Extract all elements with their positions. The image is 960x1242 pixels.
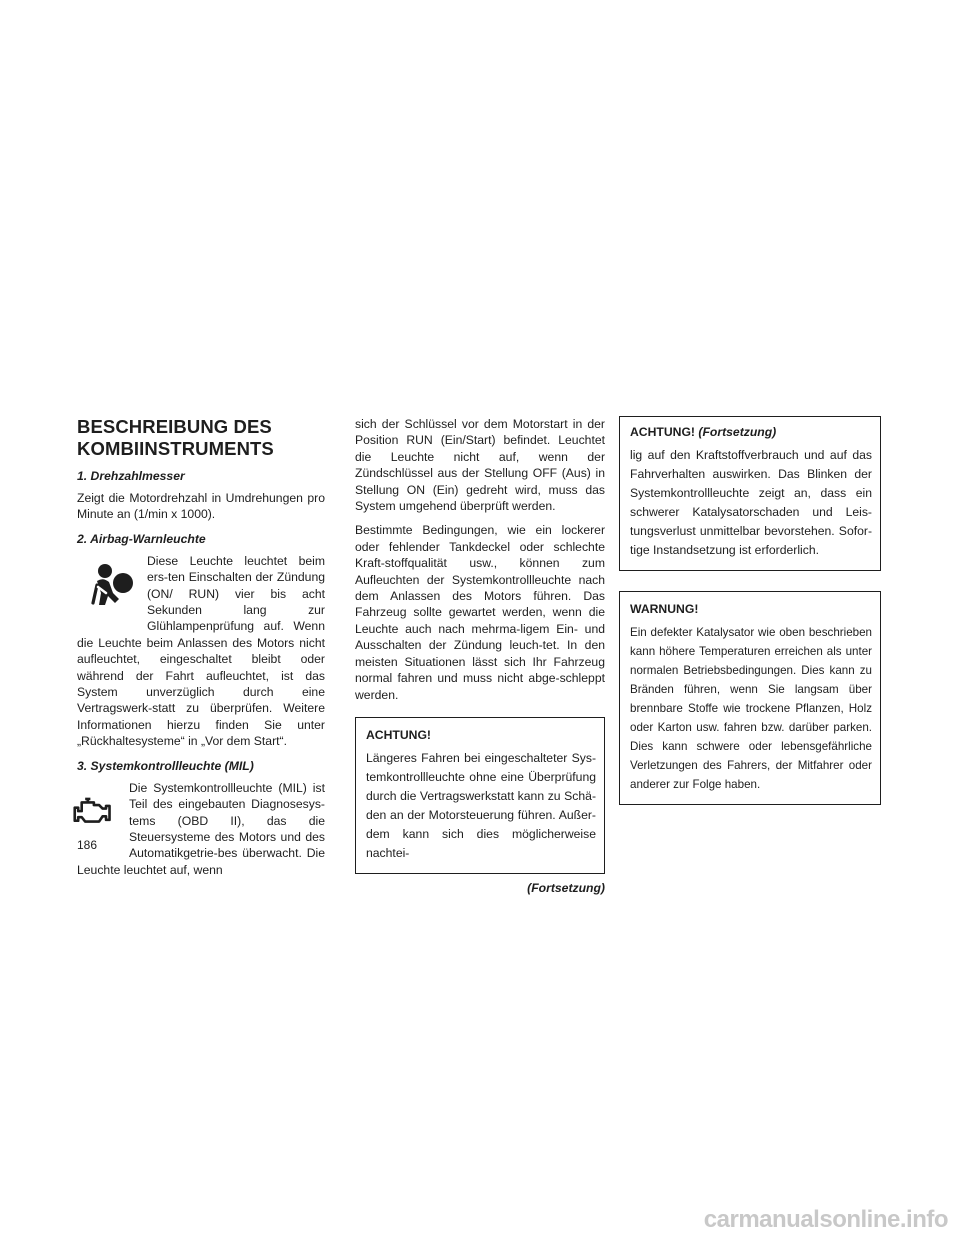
airbag-warning-icon bbox=[77, 555, 139, 619]
caution-continued-label: (Fortsetzung) bbox=[698, 425, 777, 439]
caution-text-continued: lig auf den Kraftstoffverbrauch und auf das Fahrverhalten auswirken. Das Blinken der Systemkontrollleuchte zeigt an, dass ein schwerer Katalysatorschaden und Leis-tungsverlust unmittelbar bevorstehen. Sofor-tige Instandsetzung ist erforderlich. bbox=[630, 448, 872, 557]
column-right bbox=[619, 416, 881, 805]
subheading-mil: 3. Systemkontrollleuchte (MIL) bbox=[77, 758, 254, 773]
engine-icon bbox=[73, 782, 113, 842]
caution-box bbox=[355, 717, 605, 874]
caution-title-text: ACHTUNG! bbox=[630, 425, 695, 439]
continued-label: (Fortsetzung) bbox=[527, 880, 605, 895]
column-middle bbox=[355, 416, 605, 896]
watermark: carmanualsonline.info bbox=[703, 1206, 948, 1233]
caution-title: ACHTUNG! bbox=[366, 727, 431, 742]
subheading-airbag: 2. Airbag-Warnleuchte bbox=[77, 531, 206, 546]
caution-box-continued bbox=[619, 416, 881, 571]
warning-box bbox=[619, 591, 881, 805]
airbag-text: Diese Leuchte leuchtet beim ers-ten Einschalten der Zündung (ON/ RUN) vier bis acht Sekunden lang zur Glühlampenprüfung auf. Wenn die Leuchte beim Anlassen des Motors nicht aufleuchtet, eingeschaltet bleibt oder während der Fahrt aufleuchtet, ist das System unverzüglich durch eine Vertragswerk-statt zu überprüfen. Weitere Informationen hierzu finden Sie unter „Rückhaltesysteme“ in „Vor dem Start“. bbox=[77, 553, 325, 749]
section-heading bbox=[77, 416, 325, 460]
warning-text: Ein defekter Katalysator wie oben beschrieben kann höhere Temperaturen erreichen als unter normalen Betriebsbedingungen. Dies kann zu Bränden führen, wenn Sie langsam über brennbare Stoffe wie trockene Pflanzen, Holz oder Karton usw. fahren bzw. darüber parken. Dies kann schwere oder lebensgefährliche Verletzungen des Fahrers, der Mitfahrer oder anderer zur Folge haben. bbox=[630, 626, 872, 791]
airbag-icon bbox=[83, 555, 139, 615]
caution-title-continued bbox=[630, 423, 872, 442]
heading-line-1: BESCHREIBUNG DES bbox=[77, 416, 272, 437]
tachometer-text: Zeigt die Motordrehzahl in Umdrehungen pro Minute an (1/min x 1000). bbox=[77, 491, 325, 522]
warning-title: WARNUNG! bbox=[630, 602, 699, 616]
heading-line-2: KOMBIINSTRUMENTS bbox=[77, 438, 274, 459]
mil-text: Die Systemkontrollleuchte (MIL) ist Teil des eingebauten Diagnosesys-tems (OBD II), das die Steuersysteme des Motors und des Automatikgetrie-bes überwacht. Die Leuchte leuchtet auf, wenn bbox=[77, 780, 325, 877]
page-number: 186 bbox=[77, 838, 98, 852]
mil-text-continued: sich der Schlüssel vor dem Motorstart in der Position RUN (Ein/Start) befindet. Leuchtet die Leuchte nicht auf, wenn der Zündschlüssel aus der Stellung OFF (Aus) in Stellung ON (Ein) gedreht wird, muss das System umgehend überprüft werden. bbox=[355, 417, 605, 514]
caution-text: Längeres Fahren bei eingeschalteter Sys-temkontrollleuchte ohne eine Überprüfung durch die Vertragswerkstatt kann zu Schä-den an der Motorsteuerung führen. Außer-dem kann sich dies möglicherweise nachtei- bbox=[366, 750, 596, 860]
subheading-tachometer: 1. Drehzahlmesser bbox=[77, 469, 185, 483]
engine-check-icon bbox=[77, 782, 121, 846]
column-left bbox=[77, 416, 325, 878]
mil-conditions-text: Bestimmte Bedingungen, wie ein lockerer oder fehlender Tankdeckel oder schlechte Kraft-stoffqualität usw., können zum Aufleuchten der Systemkontrollleuchte nach dem Anlassen des Motors führen. Das Fahrzeug sollte gewartet werden, wenn die Leuchte auch nach mehrma-ligem Ein- und Ausschalten der Zündung leuch-tet. In den meisten Situationen lässt sich Ihr Fahrzeug normal fahren und muss nicht abge-schleppt werden. bbox=[355, 523, 605, 702]
